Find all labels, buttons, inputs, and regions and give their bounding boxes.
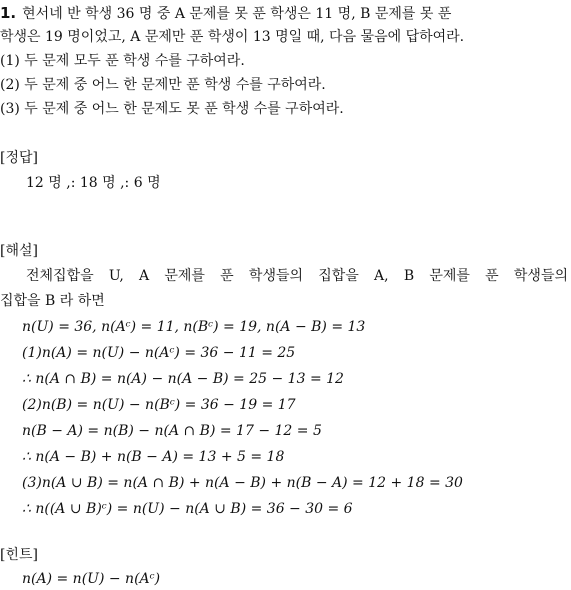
hint-text: n(A) = n(U) − n(Aᶜ) <box>22 571 161 587</box>
problem-line-1 <box>0 2 451 24</box>
explanation-intro-1: 전체집합을 U, A 문제를 푼 학생들의 집합을 A, B 문제를 푼 학생들의 <box>26 268 568 284</box>
question-2: (2) 두 문제 중 어느 한 문제만 푼 학생 수를 구하여라. <box>0 77 326 93</box>
answer-heading: [정답] <box>0 150 38 166</box>
explanation-step-4: (2)n(B) = n(U) − n(Bᶜ) = 36 − 19 = 17 <box>22 397 296 413</box>
question-3: (3) 두 문제 중 어느 한 문제도 못 푼 학생 수를 구하여라. <box>0 101 344 117</box>
explanation-step-7: (3)n(A ∪ B) = n(A ∩ B) + n(A − B) + n(B − A) = 12 + 18 = 30 <box>22 475 463 491</box>
problem-line-2: 학생은 19 명이었고, A 문제만 푼 학생이 13 명일 때, 다음 물음에 답하여라. <box>0 29 465 45</box>
explanation-heading: [해설] <box>0 243 38 259</box>
problem-number: 1. <box>0 4 17 22</box>
explanation-step-2: (1)n(A) = n(U) − n(Aᶜ) = 36 − 11 = 25 <box>22 345 296 361</box>
answer-text: 12 명 ,: 18 명 ,: 6 명 <box>26 175 161 191</box>
explanation-step-1: n(U) = 36, n(Aᶜ) = 11, n(Bᶜ) = 19, n(A − B) = 13 <box>22 319 366 335</box>
question-1: (1) 두 문제 모두 푼 학생 수를 구하여라. <box>0 53 245 69</box>
explanation-step-8: ∴ n((A ∪ B)ᶜ) = n(U) − n(A ∪ B) = 36 − 30 = 6 <box>22 501 353 517</box>
hint-heading: [힌트] <box>0 547 38 563</box>
explanation-step-3: ∴ n(A ∩ B) = n(A) − n(A − B) = 25 − 13 = 12 <box>22 371 344 387</box>
explanation-step-6: ∴ n(A − B) + n(B − A) = 13 + 5 = 18 <box>22 449 285 465</box>
explanation-step-5: n(B − A) = n(B) − n(A ∩ B) = 17 − 12 = 5 <box>22 423 322 439</box>
problem-text-line-1: 현서네 반 학생 36 명 중 A 문제를 못 푼 학생은 11 명, B 문제를 못 푼 <box>22 6 452 22</box>
explanation-intro-2: 집합을 B 라 하면 <box>0 293 105 309</box>
